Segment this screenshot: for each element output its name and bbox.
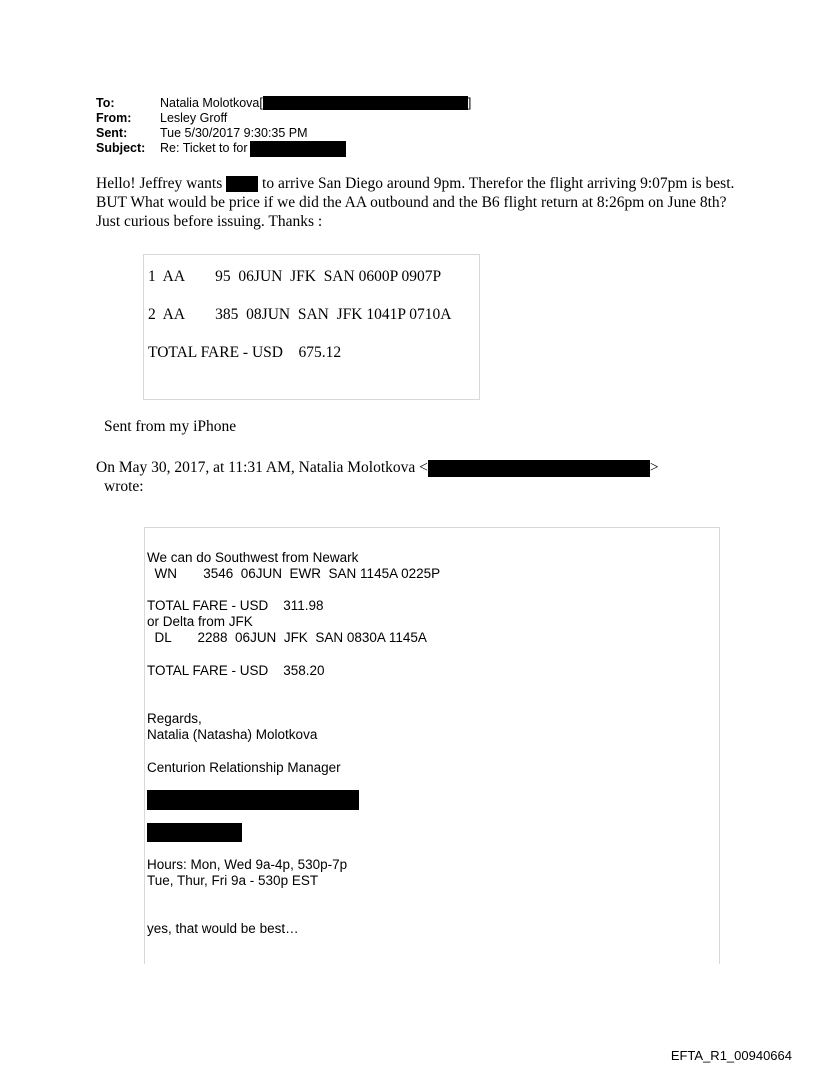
- message-body: [96, 174, 736, 231]
- quoted-hours: Hours: Mon, Wed 9a-4p, 530p-7p: [147, 857, 348, 872]
- fare-itinerary-box: [143, 254, 480, 400]
- email-header: [96, 96, 471, 157]
- quoted-total-fare: TOTAL FARE - USD 358.20: [147, 663, 325, 678]
- quoted-flight-southwest: WN 3546 06JUN EWR SAN 1145A 0225P: [147, 566, 441, 581]
- quoted-reply: yes, that would be best…: [147, 921, 299, 936]
- signature-sent-from: Sent from my iPhone: [104, 418, 237, 435]
- redaction-bar: [263, 96, 468, 110]
- quoted-line: We can do Southwest from Newark: [147, 550, 359, 565]
- redaction-bar: [250, 141, 346, 157]
- subject-label: Subject:: [96, 141, 146, 155]
- quoted-sender-name: Natalia (Natasha) Molotkova: [147, 727, 318, 742]
- quoted-message: [144, 527, 720, 964]
- quoted-flight-delta: DL 2288 06JUN JFK SAN 0830A 1145A: [147, 630, 427, 645]
- sent-label: Sent:: [96, 126, 128, 140]
- attribution-line: [96, 458, 659, 477]
- to-row: [96, 96, 471, 111]
- from-value: Lesley Groff: [160, 111, 228, 125]
- from-row: [96, 111, 471, 126]
- attribution-wrote: wrote:: [104, 478, 144, 495]
- itinerary-line-2: 2 AA 385 08JUN SAN JFK 1041P 0710A: [148, 306, 452, 323]
- intro-text-2: to arrive San Diego around 9pm. Therefor the flight arriving 9:07pm is best. BUT What would be price if we did the AA outbound and the B6 flight return at 8:26pm on June 8th? Just curious before issuing. Thanks :: [96, 175, 735, 230]
- subject-row: [96, 141, 471, 157]
- to-label: To:: [96, 96, 115, 110]
- sent-value: Tue 5/30/2017 9:30:35 PM: [160, 126, 308, 140]
- redaction-bar: [428, 460, 650, 477]
- attribution-suffix: >: [649, 459, 659, 476]
- sent-row: [96, 126, 471, 141]
- redaction-bar: [226, 176, 258, 192]
- quoted-sender-title: Centurion Relationship Manager: [147, 760, 341, 775]
- quoted-total-fare: TOTAL FARE - USD 311.98: [147, 598, 324, 613]
- total-fare: TOTAL FARE - USD 675.12: [148, 344, 342, 361]
- quote-attribution: [96, 458, 659, 496]
- intro-text-1: Hello! Jeffrey wants: [96, 175, 227, 192]
- document-id: EFTA_R1_00940664: [670, 1048, 792, 1063]
- redaction-bar: [147, 823, 242, 842]
- quoted-hours: Tue, Thur, Fri 9a - 530p EST: [147, 873, 319, 888]
- attribution-prefix: On May 30, 2017, at 11:31 AM, Natalia Molotkova <: [96, 459, 428, 476]
- subject-value: Re: Ticket to for: [160, 141, 248, 155]
- quoted-line: or Delta from JFK: [147, 614, 253, 629]
- quoted-regards: Regards,: [147, 711, 202, 726]
- to-suffix: ]: [467, 96, 472, 110]
- itinerary-line-1: 1 AA 95 06JUN JFK SAN 0600P 0907P: [148, 268, 442, 285]
- to-value: Natalia Molotkova[: [160, 96, 263, 110]
- from-label: From:: [96, 111, 132, 125]
- redaction-bar: [147, 790, 359, 810]
